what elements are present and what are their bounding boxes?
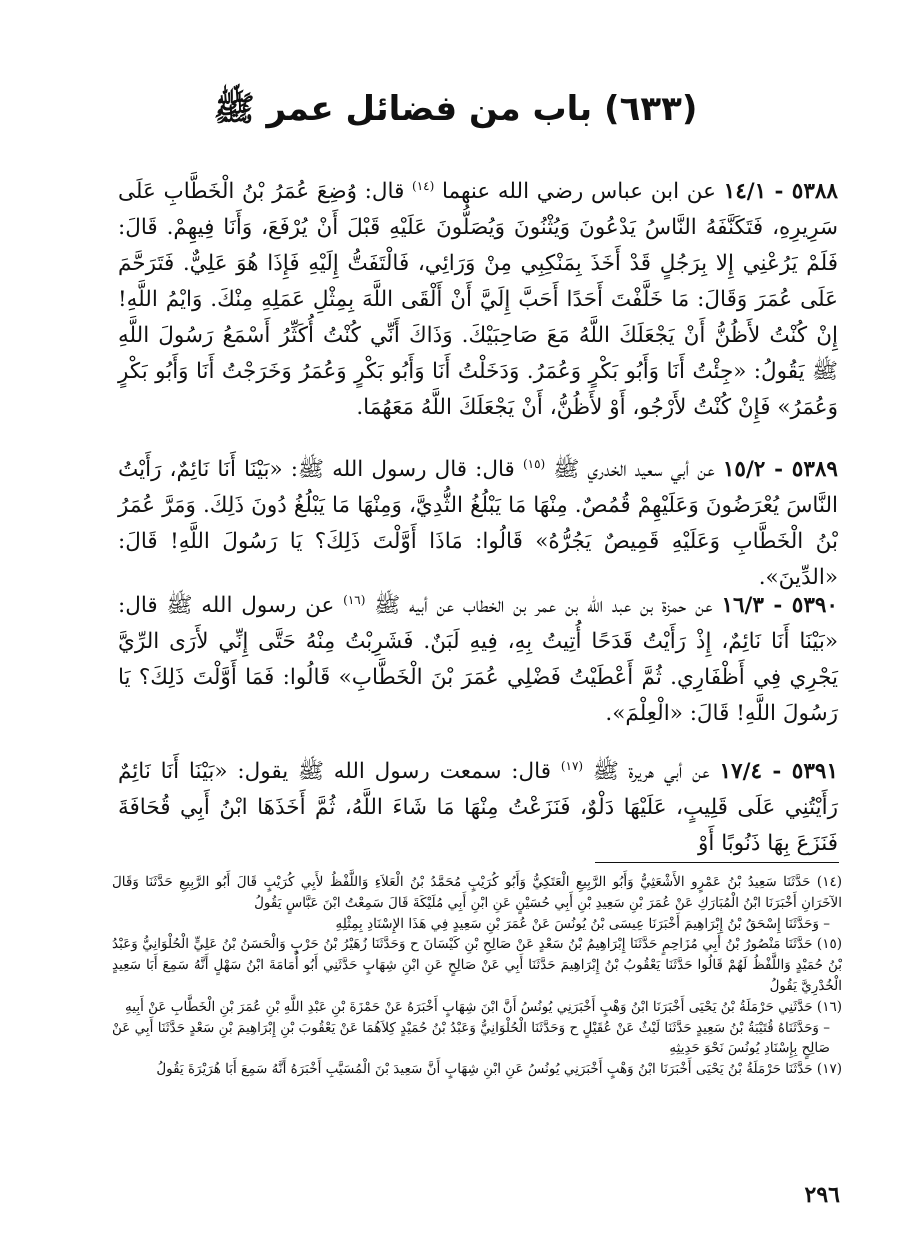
hadith-5389 <box>118 446 838 596</box>
hadith-narrator: عن ابن عباس رضي الله عنهما <box>442 179 716 205</box>
hadith-number: ٥٣٩٠ - ١٦/٣ <box>721 593 838 619</box>
hadith-text: عن رسول الله ﷺ قال: «بَيْنَا أَنَا نَائِمٌ، إِذْ رَأَيْتُ قَدَحًا أُتِيتُ بِهِ، فِيهِ لَبَنٌ. فَشَرِبْتُ مِنْهُ حَتَّى إِنِّي لأَرَى الرِّيَّ يَجْرِي فِي أَظْفَارِي. ثُمَّ أَعْطَيْتُ فَضْلِي عُمَرَ بْنَ الْخَطَّابِ» قَالُوا: فَمَا أَوَّلْتَ ذَلِكَ؟ يَا رَسُولَ اللَّهِ! قَالَ: «الْعِلْمَ». <box>118 593 838 727</box>
footnote-ref[interactable]: (١٥) <box>522 457 546 471</box>
hadith-5390 <box>118 582 838 732</box>
footnote-16: (١٦) حَدَّثَنِي حَرْمَلَةُ بْنُ يَحْيَى أَخْبَرَنَا ابْنُ وَهْبٍ أَخْبَرَنِي يُونُسُ أَنَّ ابْنَ شِهَابٍ أَخْبَرَهُ عَنْ حَمْزَةَ بْنِ عَبْدِ اللَّهِ بْنِ عُمَرَ بْنِ الْخَطَّابِ عَنْ أَبِيهِ <box>125 998 842 1015</box>
footnote-16-continuation: – وَحَدَّثَنَاهُ قُتَيْبَةُ بْنُ سَعِيدٍ حَدَّثَنَا لَيْثٌ عَنْ عُقَيْلٍ ح وَحَدَّثَنَا الْحُلْوَانِيُّ وَعَبْدُ بْنُ حُمَيْدٍ كِلاَهُمَا عَنْ يَعْقُوبَ بْنِ إِبْرَاهِيمَ بْنِ سَعْدٍ حَدَّثَنَا أَبِي عَنْ صَالِحٍ بِإِسْنَادِ يُونُسَ نَحْوَ حَدِيثِهِ <box>112 1019 830 1057</box>
hadith-number: ٥٣٩١ - ١٧/٤ <box>719 759 838 785</box>
hadith-text: قال: وُضِعَ عُمَرُ بْنُ الْخَطَّابِ عَلَى سَرِيرِهِ، فَتَكَنَّفَهُ النَّاسُ يَدْعُونَ وَيُثْنُونَ وَيُصَلُّونَ عَلَيْهِ قَبْلَ أَنْ يُرْفَعَ، وَأَنَا فِيهِمْ. قَالَ: فَلَمْ يَرُعْنِي إِلا بِرَجُلٍ قَدْ أَخَذَ بِمَنْكِبِي مِنْ وَرَائِي، فَالْتَفَتُّ إِلَيْهِ فَإِذَا هُوَ عَلِيٌّ. فَتَرَحَّمَ عَلَى عُمَرَ وَقَالَ: مَا خَلَّفْتَ أَحَدًا أَحَبَّ إِلَيَّ أَنْ أَلْقَى اللَّهَ بِمِثْلِ عَمَلِهِ مِنْكَ. وَايْمُ اللَّهِ! إِنْ كُنْتُ لأَظُنُّ أَنْ يَجْعَلَكَ اللَّهُ مَعَ صَاحِبَيْكَ. وَذَاكَ أَنِّي كُنْتُ أُكَثِّرُ أَسْمَعُ رَسُولَ اللَّهِ ﷺ يَقُولُ: «جِئْتُ أَنَا وَأَبُو بَكْرٍ وَعُمَرُ. وَدَخَلْتُ أَنَا وَأَبُو بَكْرٍ وَعُمَرُ وَخَرَجْتُ أَنَا وَأَبُو بَكْرٍ وَعُمَرُ» فَإِنْ كُنْتُ لأَرْجُو، أَوْ لأَظُنُّ، أَنْ يَجْعَلَكَ اللَّهُ مَعَهُمَا. <box>118 179 838 421</box>
page-number: ٢٩٦ <box>804 1182 840 1208</box>
hadith-narrator: عن أبي سعيد الخدري ﷺ <box>553 457 715 483</box>
footnote-14: (١٤) حَدَّثَنَا سَعِيدُ بْنُ عَمْرٍو الأَشْعَثِيُّ وَأَبُو الرَّبِيعِ الْعَتَكِيُّ وَأَبُو كُرَيْبٍ مُحَمَّدُ بْنُ الْعَلاَءِ وَاللَّفْظُ لأَبِي كُرَيْبٍ قَالَ أَبُو الرَّبِيعِ حَدَّثَنَا وَقَالَ الآخَرَانِ أَخْبَرَنَا ابْنُ الْمُبَارَكِ عَنْ عُمَرَ بْنِ سَعِيدِ بْنِ أَبِي حُسَيْنٍ عَنِ ابْنِ أَبِي مُلَيْكَةَ قَالَ سَمِعْتُ ابْنَ عَبَّاسٍ يَقُولُ <box>112 874 842 911</box>
hadith-number: ٥٣٨٩ - ١٥/٢ <box>722 457 838 483</box>
hadith-text: قال: سمعت رسول الله ﷺ يقول: «بَيْنَا أَنَا نَائِمٌ رَأَيْتُنِي عَلَى قَلِيبٍ، عَلَيْهَا دَلْوٌ، فَنَزَعْتُ مِنْهَا مَا شَاءَ اللَّهُ، ثُمَّ أَخَذَهَا ابْنُ أَبِي قُحَافَةَ فَنَزَعَ بِهَا ذَنُوبًا أَوْ <box>118 759 838 857</box>
hadith-text: قال: قال رسول الله ﷺ: «بَيْنَا أَنَا نَائِمٌ، رَأَيْتُ النَّاسَ يُعْرَضُونَ وَعَلَيْهِمْ قُمُصٌ. مِنْهَا مَا يَبْلُغُ الثُّدِيَّ، وَمِنْهَا مَا يَبْلُغُ دُونَ ذَلِكَ. وَمَرَّ عُمَرُ بْنُ الْخَطَّابِ وَعَلَيْهِ قَمِيصٌ يَجُرُّهُ» قَالُوا: مَاذَا أَوَّلْتَ ذَلِكَ؟ يَا رَسُولَ اللَّهِ! قَالَ: «الدِّينَ». <box>118 457 838 591</box>
chapter-heading: (٦٣٣) باب من فضائل عمر ﷺ <box>213 89 698 129</box>
footnote-ref[interactable]: (١٧) <box>560 759 584 773</box>
footnote-separator <box>595 862 839 863</box>
footnote-ref[interactable]: (١٤) <box>412 179 435 193</box>
footnotes <box>112 872 842 1080</box>
footnote-17: (١٧) حَدَّثَنَا حَرْمَلَةُ بْنُ يَحْيَى أَخْبَرَنَا ابْنُ وَهْبٍ أَخْبَرَنِي يُونُسُ عَنِ ابْنِ شِهَابٍ أَنَّ سَعِيدَ بْنَ الْمُسَيَّبِ أَخْبَرَهُ أَنَّهُ سَمِعَ أَبَا هُرَيْرَةَ يَقُولُ <box>156 1061 842 1078</box>
hadith-number: ٥٣٨٨ - ١٤/١ <box>723 179 838 205</box>
footnote-ref[interactable]: (١٦) <box>343 593 366 607</box>
hadith-narrator: عن أبي هريرة ﷺ <box>592 759 710 785</box>
hadith-5388 <box>118 168 838 426</box>
hadith-5391 <box>118 748 838 862</box>
footnote-14-continuation: – وَحَدَّثَنَا إِسْحَقُ بْنُ إِبْرَاهِيمَ أَخْبَرَنَا عِيسَى بْنُ يُونُسَ عَنْ عُمَرَ بْنِ سَعِيدٍ فِي هَذَا الإِسْنَادِ بِمِثْلِهِ <box>335 915 830 932</box>
footnote-15: (١٥) حَدَّثَنَا مَنْصُورُ بْنُ أَبِي مُزَاحِمٍ حَدَّثَنَا إِبْرَاهِيمُ بْنُ سَعْدٍ عَنْ صَالِحِ بْنِ كَيْسَانَ ح وَحَدَّثَنَا زُهَيْرُ بْنُ حَرْبٍ وَالْحَسَنُ بْنُ عَلِيٍّ الْحُلْوَانِيُّ وَعَبْدُ بْنُ حُمَيْدٍ وَاللَّفْظُ لَهُمْ قَالُوا حَدَّثَنَا يَعْقُوبُ بْنُ إِبْرَاهِيمَ حَدَّثَنَا أَبِي عَنْ صَالِحٍ عَنِ ابْنِ شِهَابٍ حَدَّثَنِي أَبُو أُمَامَةَ ابْنُ سَهْلٍ أَنَّهُ سَمِعَ أَبَا سَعِيدٍ الْخُدْرِيَّ يَقُولُ <box>112 936 842 994</box>
hadith-narrator: عن حمزة بن عبد الله بن عمر بن الخطاب عن أبيه ﷺ <box>374 593 713 619</box>
